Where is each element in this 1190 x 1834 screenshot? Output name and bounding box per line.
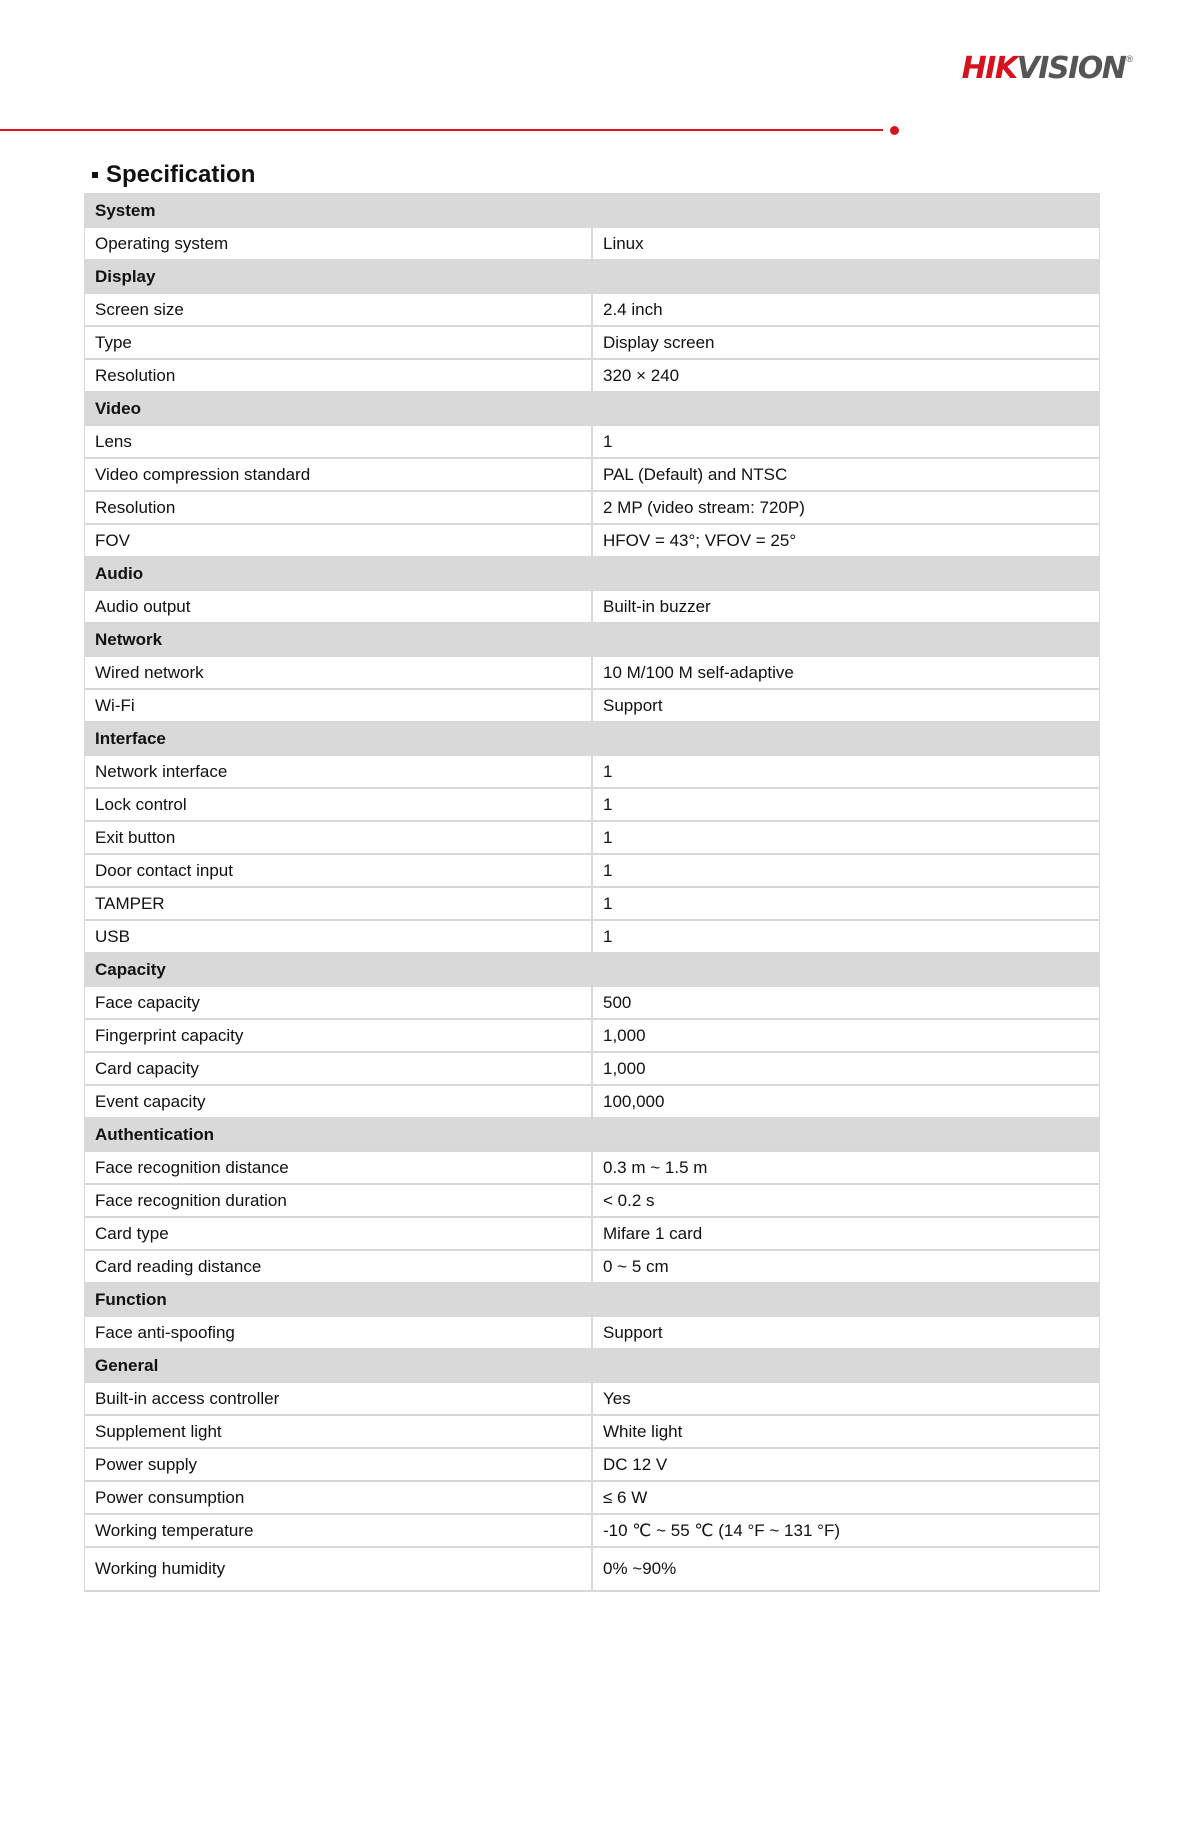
bullet-icon — [92, 172, 98, 178]
spec-row — [85, 1217, 1100, 1250]
spec-label: Face anti-spoofing — [85, 1316, 593, 1349]
category-title: Video — [85, 392, 1100, 425]
category-row — [85, 1283, 1100, 1316]
spec-label: Resolution — [85, 491, 593, 524]
spec-value: DC 12 V — [592, 1448, 1100, 1481]
spec-row — [85, 1250, 1100, 1283]
spec-label: Working humidity — [85, 1547, 593, 1591]
category-row — [85, 260, 1100, 293]
brand-logo — [962, 52, 1133, 86]
category-row — [85, 722, 1100, 755]
spec-value: 0.3 m ~ 1.5 m — [592, 1151, 1100, 1184]
spec-row — [85, 689, 1100, 722]
spec-value: White light — [592, 1415, 1100, 1448]
spec-row — [85, 425, 1100, 458]
category-title: Network — [85, 623, 1100, 656]
spec-row — [85, 887, 1100, 920]
spec-value: 1 — [592, 425, 1100, 458]
category-row — [85, 194, 1100, 227]
header-rule — [0, 129, 883, 131]
category-row — [85, 392, 1100, 425]
spec-label: Card type — [85, 1217, 593, 1250]
spec-label: Power supply — [85, 1448, 593, 1481]
category-row — [85, 623, 1100, 656]
spec-row — [85, 1085, 1100, 1118]
spec-value: Mifare 1 card — [592, 1217, 1100, 1250]
spec-value: PAL (Default) and NTSC — [592, 458, 1100, 491]
spec-label: Supplement light — [85, 1415, 593, 1448]
spec-row — [85, 788, 1100, 821]
spec-row — [85, 755, 1100, 788]
spec-label: FOV — [85, 524, 593, 557]
category-title: Function — [85, 1283, 1100, 1316]
spec-value: 2.4 inch — [592, 293, 1100, 326]
spec-value: 1,000 — [592, 1052, 1100, 1085]
spec-label: Fingerprint capacity — [85, 1019, 593, 1052]
category-row — [85, 1349, 1100, 1382]
spec-label: Audio output — [85, 590, 593, 623]
spec-row — [85, 1382, 1100, 1415]
spec-value: 100,000 — [592, 1085, 1100, 1118]
spec-label: Lens — [85, 425, 593, 458]
category-title: Display — [85, 260, 1100, 293]
spec-value: Display screen — [592, 326, 1100, 359]
spec-label: Operating system — [85, 227, 593, 260]
spec-value: 10 M/100 M self-adaptive — [592, 656, 1100, 689]
spec-row — [85, 590, 1100, 623]
spec-row — [85, 821, 1100, 854]
spec-row — [85, 1514, 1100, 1547]
spec-value: 0% ~90% — [592, 1547, 1100, 1591]
registered-mark: ® — [1126, 54, 1133, 64]
spec-value: 2 MP (video stream: 720P) — [592, 491, 1100, 524]
spec-label: Lock control — [85, 788, 593, 821]
spec-label: Face capacity — [85, 986, 593, 1019]
spec-value: ≤ 6 W — [592, 1481, 1100, 1514]
spec-label: Wi-Fi — [85, 689, 593, 722]
spec-value: Built-in buzzer — [592, 590, 1100, 623]
logo-text-vision: VISION — [1016, 51, 1126, 86]
category-row — [85, 1118, 1100, 1151]
spec-label: Video compression standard — [85, 458, 593, 491]
category-title: Authentication — [85, 1118, 1100, 1151]
category-title: System — [85, 194, 1100, 227]
spec-label: TAMPER — [85, 887, 593, 920]
spec-value: 320 × 240 — [592, 359, 1100, 392]
spec-row — [85, 458, 1100, 491]
spec-value: 1 — [592, 920, 1100, 953]
spec-value: HFOV = 43°; VFOV = 25° — [592, 524, 1100, 557]
spec-value: 1 — [592, 821, 1100, 854]
spec-value: < 0.2 s — [592, 1184, 1100, 1217]
spec-label: Power consumption — [85, 1481, 593, 1514]
category-row — [85, 557, 1100, 590]
spec-row — [85, 1316, 1100, 1349]
logo-text-hik: HIK — [961, 51, 1017, 86]
spec-label: Screen size — [85, 293, 593, 326]
spec-row — [85, 491, 1100, 524]
spec-label: Card reading distance — [85, 1250, 593, 1283]
spec-label: Exit button — [85, 821, 593, 854]
spec-value: 1 — [592, 854, 1100, 887]
spec-label: Wired network — [85, 656, 593, 689]
spec-label: USB — [85, 920, 593, 953]
spec-label: Face recognition duration — [85, 1184, 593, 1217]
spec-value: Linux — [592, 227, 1100, 260]
category-row — [85, 953, 1100, 986]
spec-value: 1 — [592, 788, 1100, 821]
spec-row — [85, 1481, 1100, 1514]
spec-row — [85, 1052, 1100, 1085]
spec-label: Type — [85, 326, 593, 359]
spec-row — [85, 1415, 1100, 1448]
category-title: Interface — [85, 722, 1100, 755]
spec-row — [85, 326, 1100, 359]
spec-row — [85, 1151, 1100, 1184]
spec-label: Resolution — [85, 359, 593, 392]
spec-row — [85, 227, 1100, 260]
spec-row — [85, 1448, 1100, 1481]
spec-label: Event capacity — [85, 1085, 593, 1118]
spec-row — [85, 1019, 1100, 1052]
spec-value: 1,000 — [592, 1019, 1100, 1052]
category-title: Audio — [85, 557, 1100, 590]
header-rule-dot — [890, 126, 899, 135]
spec-row — [85, 359, 1100, 392]
spec-row — [85, 1184, 1100, 1217]
section-title — [92, 161, 255, 189]
spec-label: Network interface — [85, 755, 593, 788]
spec-row — [85, 1547, 1100, 1591]
spec-label: Card capacity — [85, 1052, 593, 1085]
spec-row — [85, 293, 1100, 326]
spec-label: Working temperature — [85, 1514, 593, 1547]
spec-value: 1 — [592, 887, 1100, 920]
category-title: General — [85, 1349, 1100, 1382]
spec-value: 1 — [592, 755, 1100, 788]
spec-row — [85, 986, 1100, 1019]
spec-value: Support — [592, 1316, 1100, 1349]
spec-label: Door contact input — [85, 854, 593, 887]
spec-label: Built-in access controller — [85, 1382, 593, 1415]
section-title-text: Specification — [106, 161, 256, 188]
spec-row — [85, 656, 1100, 689]
spec-value: -10 ℃ ~ 55 ℃ (14 °F ~ 131 °F) — [592, 1514, 1100, 1547]
spec-table — [84, 193, 1100, 1592]
category-title: Capacity — [85, 953, 1100, 986]
spec-label: Face recognition distance — [85, 1151, 593, 1184]
spec-value: 500 — [592, 986, 1100, 1019]
spec-row — [85, 920, 1100, 953]
spec-row — [85, 854, 1100, 887]
spec-row — [85, 524, 1100, 557]
spec-value: Support — [592, 689, 1100, 722]
spec-value: Yes — [592, 1382, 1100, 1415]
spec-value: 0 ~ 5 cm — [592, 1250, 1100, 1283]
